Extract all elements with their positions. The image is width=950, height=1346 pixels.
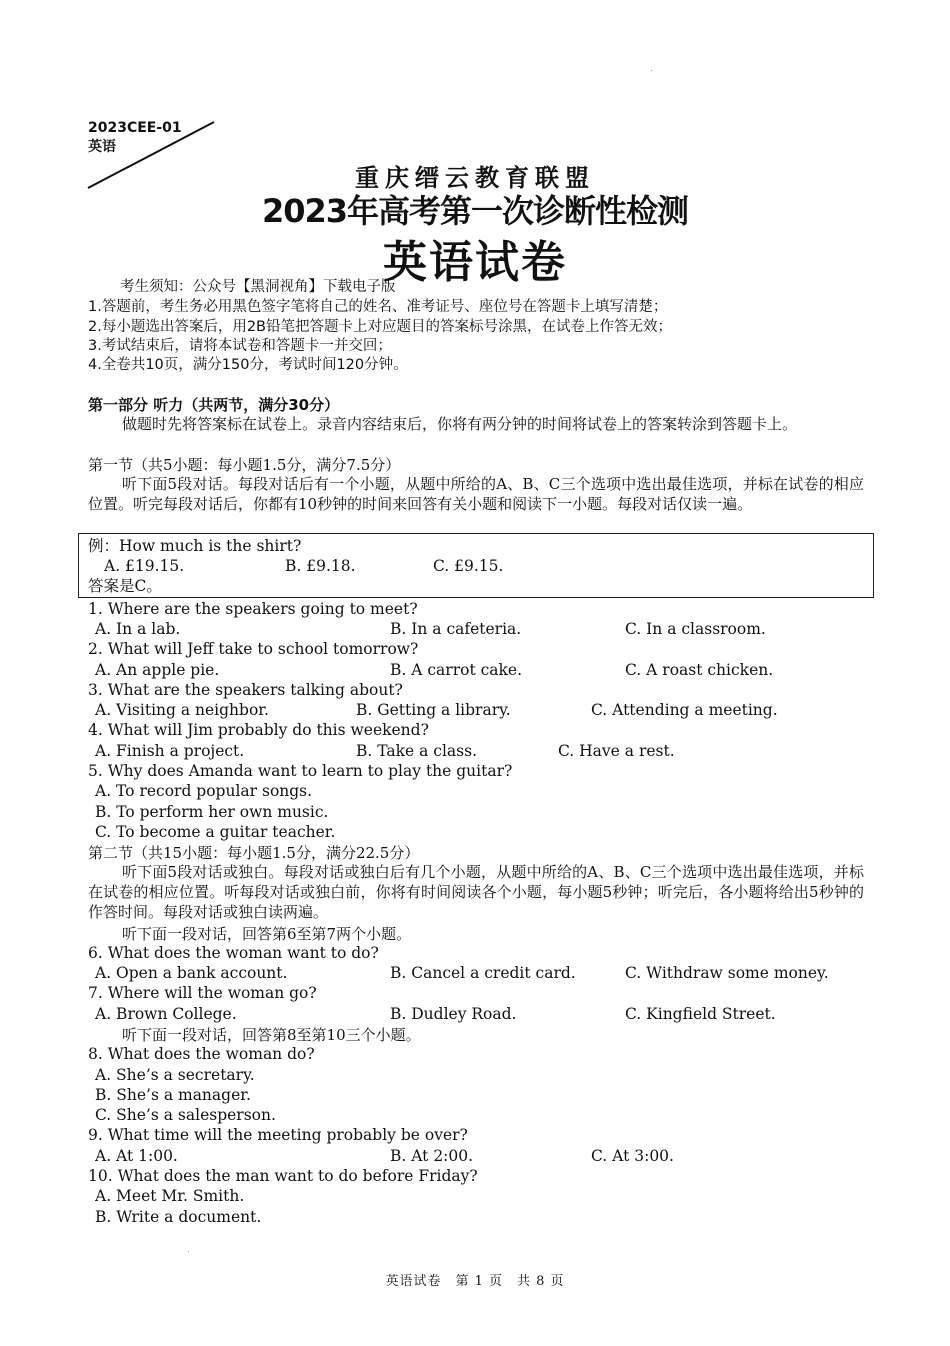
question-option: C. Attending a meeting. [591, 701, 778, 719]
question-option: C. Have a rest. [558, 742, 675, 760]
question-option: A. Open a bank account. [95, 964, 288, 982]
question-option: A. She’s a secretary. [95, 1066, 255, 1084]
subject-label: 英语 [88, 139, 116, 155]
section2-intro: 听下面5段对话或独白。每段对话或独白后有几个小题，从题中所给的A、B、C三个选项中选出最佳选项，并标在试卷的相应位置。听每段对话或独白前，你将有时间阅读各个小题，每小题5秒钟；听完后，各小题将给出5秒钟的作答时间。每段对话或独白读两遍。 [88, 863, 864, 921]
notice-heading: 考生须知：公众号【黑洞视角】下载电子版 [120, 279, 396, 295]
example-question: 例：How much is the shirt? [88, 537, 302, 555]
section2-heading: 第二节（共15小题：每小题1.5分，满分22.5分） [88, 844, 420, 862]
question-option: A. Brown College. [95, 1005, 237, 1023]
example-option-c: C. £9.15. [433, 557, 504, 575]
question-option: B. Dudley Road. [390, 1005, 517, 1023]
example-option-a: A. £19.15. [104, 557, 185, 575]
alliance-name: 重庆缙云教育联盟 [355, 164, 595, 192]
question-stem: 1. Where are the speakers going to meet? [88, 600, 418, 618]
question-option: A. Visiting a neighbor. [95, 701, 269, 719]
section1-intro: 听下面5段对话。每段对话后有一个小题，从题中所给的A、B、C三个选项中选出最佳选项，并标在试卷的相应位置。听完每段对话后，你都有10秒钟的时间来回答有关小题和阅读下一小题。每段对话仅读一遍。 [88, 475, 864, 513]
notice-item: 3.考试结束后，请将本试卷和答题卡一并交回； [88, 338, 392, 354]
question-stem: 8. What does the woman do? [88, 1045, 315, 1063]
question-stem: 10. What does the man want to do before Friday? [88, 1167, 478, 1185]
question-stem: 6. What does the woman want to do? [88, 944, 379, 962]
exam-code: 2023CEE-01 [88, 120, 182, 136]
paper-title: 英语试卷 [383, 237, 567, 288]
question-option: B. A carrot cake. [390, 661, 523, 679]
dialog-intro: 听下面一段对话，回答第6至第7两个小题。 [122, 925, 412, 943]
question-option: A. Meet Mr. Smith. [95, 1187, 245, 1205]
question-option: B. At 2:00. [390, 1147, 474, 1165]
question-option: A. Finish a project. [95, 742, 245, 760]
scan-dot [188, 1251, 189, 1252]
scan-dot [651, 70, 652, 71]
question-option: B. She’s a manager. [95, 1086, 251, 1104]
part1-heading: 第一部分 听力（共两节，满分30分） [88, 396, 340, 414]
question-option: C. In a classroom. [625, 620, 766, 638]
question-option: C. Withdraw some money. [625, 964, 829, 982]
notice-item: 2.每小题选出答案后，用2B铅笔把答题卡上对应题目的答案标号涂黑，在试卷上作答无效； [88, 319, 673, 335]
question-option: A. To record popular songs. [95, 782, 313, 800]
question-stem: 5. Why does Amanda want to learn to play the guitar? [88, 762, 513, 780]
question-option: C. A roast chicken. [625, 661, 774, 679]
question-option: A. An apple pie. [95, 661, 220, 679]
question-option: C. To become a guitar teacher. [95, 823, 336, 841]
question-stem: 4. What will Jim probably do this weekend? [88, 721, 429, 739]
notice-item: 1.答题前，考生务必用黑色签字笔将自己的姓名、准考证号、座位号在答题卡上填写清楚； [88, 299, 668, 315]
question-stem: 9. What time will the meeting probably be over? [88, 1126, 468, 1144]
question-option: C. Kingfield Street. [625, 1005, 776, 1023]
exam-title: 2023年高考第一次诊断性检测 [261, 192, 689, 230]
section1-heading: 第一节（共5小题：每小题1.5分，满分7.5分） [88, 456, 401, 474]
dialog-intro: 听下面一段对话，回答第8至第10三个小题。 [122, 1026, 421, 1044]
question-option: B. Getting a library. [356, 701, 511, 719]
question-option: B. Take a class. [356, 742, 477, 760]
part1-intro: 做题时先将答案标在试卷上。录音内容结束后，你将有两分钟的时间将试卷上的答案转涂到答题卡上。 [122, 415, 798, 433]
question-option: C. At 3:00. [591, 1147, 674, 1165]
question-stem: 2. What will Jeff take to school tomorrow? [88, 640, 419, 658]
example-option-b: B. £9.18. [285, 557, 356, 575]
question-option: B. Write a document. [95, 1208, 262, 1226]
question-option: C. She’s a salesperson. [95, 1106, 276, 1124]
question-option: A. In a lab. [95, 620, 181, 638]
question-option: B. Cancel a credit card. [390, 964, 576, 982]
question-option: B. In a cafeteria. [390, 620, 522, 638]
question-option: A. At 1:00. [95, 1147, 178, 1165]
notice-item: 4.全卷共10页，满分150分，考试时间120分钟。 [88, 357, 408, 373]
question-stem: 3. What are the speakers talking about? [88, 681, 403, 699]
example-answer: 答案是C。 [88, 577, 162, 595]
page-footer: 英语试卷 第 1 页 共 8 页 [385, 1274, 565, 1289]
question-stem: 7. Where will the woman go? [88, 984, 317, 1002]
question-option: B. To perform her own music. [95, 803, 329, 821]
